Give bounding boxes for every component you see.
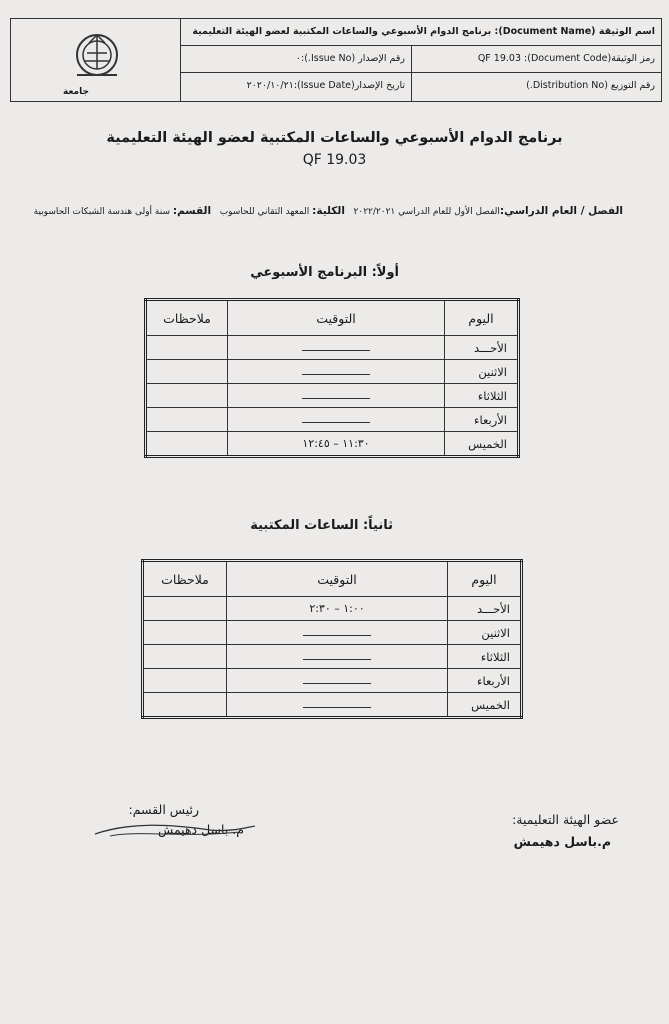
table-row — [146, 432, 519, 457]
day-cell: الخميس — [448, 693, 522, 718]
time-cell — [228, 384, 445, 408]
document-title: برنامج الدوام الأسبوعي والساعات المكتبية لعضو الهيئة التعليمية — [106, 130, 563, 146]
table-row — [143, 621, 522, 645]
time-cell — [227, 645, 448, 669]
notes-cell — [143, 669, 227, 693]
notes-cell — [146, 336, 228, 360]
college-value: المعهد التقاني للحاسوب — [219, 207, 310, 217]
table-row — [143, 669, 522, 693]
office-hours-table — [141, 559, 523, 719]
notes-cell — [146, 432, 228, 457]
semester-label: الفصل / العام الدراسي: — [499, 205, 623, 217]
document-code-title: QF 19.03 — [302, 152, 367, 168]
blank-line — [302, 413, 370, 423]
notes-cell — [146, 360, 228, 384]
distribution-date-row — [181, 73, 661, 101]
weekly-schedule-table — [144, 298, 520, 458]
notes-cell — [146, 384, 228, 408]
blank-line — [303, 674, 371, 684]
notes-cell — [143, 693, 227, 718]
department-value: سنة أولى هندسة الشبكات الحاسوبية — [33, 207, 170, 217]
university-logo — [11, 19, 181, 101]
day-cell: الأحـــد — [445, 336, 519, 360]
day-cell: الخميس — [445, 432, 519, 457]
day-cell: الثلاثاء — [448, 645, 522, 669]
time-cell — [227, 621, 448, 645]
table-header-row — [146, 300, 519, 336]
table-row — [143, 693, 522, 718]
table-row — [146, 408, 519, 432]
distribution-number: رقم التوزيع (Distribution No.) — [411, 73, 661, 101]
department-label: القسم: — [172, 205, 212, 217]
table-row — [143, 597, 522, 621]
blank-line — [303, 698, 371, 708]
table-row — [143, 645, 522, 669]
table-header-row — [143, 561, 522, 597]
document-name: اسم الوثيقة (Document Name): برنامج الدوام الأسبوعي والساعات المكتبية لعضو الهيئة التعليمية — [192, 26, 655, 37]
column-header-notes: ملاحظات — [143, 561, 227, 597]
document-name-row — [181, 19, 661, 46]
day-cell: الاثنين — [448, 621, 522, 645]
issue-number: رقم الإصدار (Issue No.):٠ — [295, 53, 405, 64]
time-cell: ١١:٣٠ – ١٢:٤٥ — [228, 432, 445, 457]
blank-line — [302, 389, 370, 399]
time-cell — [228, 360, 445, 384]
blank-line — [302, 365, 370, 375]
logo-caption: جامعة — [63, 87, 89, 97]
blank-line — [303, 650, 371, 660]
table-row — [146, 360, 519, 384]
faculty-member-label: عضو الهيئة التعليمية: — [512, 812, 619, 827]
day-cell: الأربعاء — [445, 408, 519, 432]
day-cell: الأربعاء — [448, 669, 522, 693]
day-cell: الثلاثاء — [445, 384, 519, 408]
column-header-day: اليوم — [445, 300, 519, 336]
signature-scribble — [90, 812, 260, 846]
table-row — [146, 384, 519, 408]
notes-cell — [143, 597, 227, 621]
table-row — [146, 336, 519, 360]
time-cell: ١:٠٠ – ٢:٣٠ — [227, 597, 448, 621]
notes-cell — [143, 645, 227, 669]
blank-line — [303, 626, 371, 636]
column-header-notes: ملاحظات — [146, 300, 228, 336]
day-cell: الأحـــد — [448, 597, 522, 621]
time-cell — [228, 336, 445, 360]
document-header-box — [10, 18, 662, 102]
day-cell: الاثنين — [445, 360, 519, 384]
column-header-time: التوقيت — [227, 561, 448, 597]
academic-info-line — [23, 205, 623, 217]
notes-cell — [146, 408, 228, 432]
time-cell — [228, 408, 445, 432]
column-header-day: اليوم — [448, 561, 522, 597]
weekly-schedule-title: أولاً: البرنامج الأسبوعي — [250, 265, 399, 280]
semester-value: الفصل الأول للعام الدراسي ٢٠٢٢/٢٠٢١ — [353, 207, 500, 217]
notes-cell — [143, 621, 227, 645]
issue-date: تاريخ الإصدار(Issue Date):٢٠٢٠/١٠/٢١ — [246, 80, 405, 91]
faculty-member-name: م.باسل دهيمش — [513, 834, 611, 849]
department-head-label: رئيس القسم: — [128, 802, 199, 817]
time-cell — [227, 693, 448, 718]
code-issue-row — [181, 46, 661, 73]
time-cell — [227, 669, 448, 693]
office-hours-title: ثانياً: الساعات المكتبية — [250, 518, 393, 533]
blank-line — [302, 341, 370, 351]
department-head-name: م. باسل دهيمش — [158, 822, 244, 837]
college-label: الكلية: — [312, 205, 345, 217]
column-header-time: التوقيت — [228, 300, 445, 336]
document-code: رمز الوثيقة(Document Code): QF 19.03 — [411, 46, 661, 72]
